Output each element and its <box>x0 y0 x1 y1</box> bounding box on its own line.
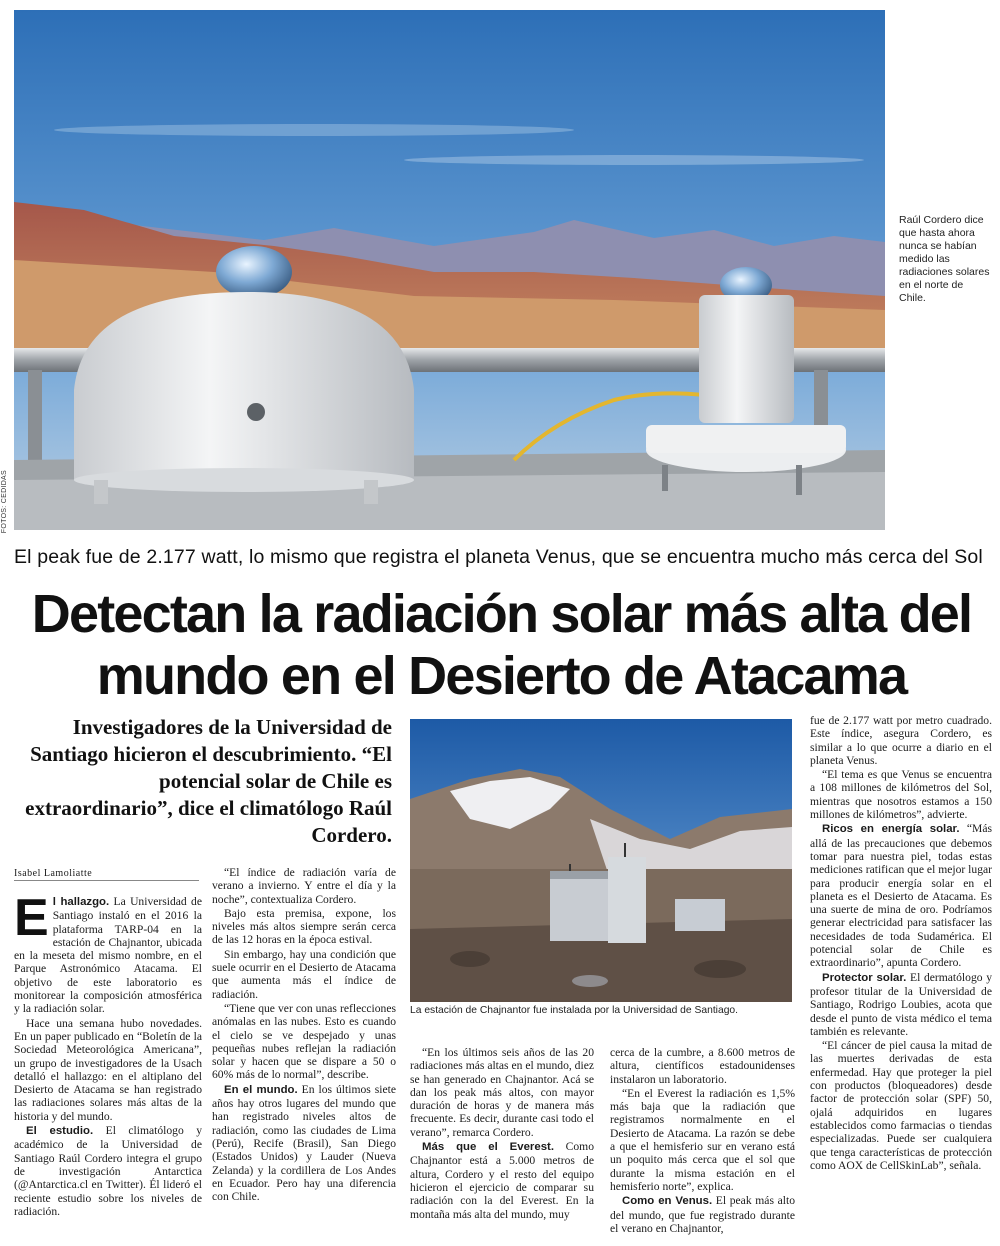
paragraph <box>14 1124 202 1218</box>
lead-deck: Investigadores de la Universidad de Santiago hicieron el descubrimiento. “El potencial solar de Chile es extraordinario”, dice el climatólogo Raúl Cordero. <box>25 715 392 847</box>
section-label: El estudio. <box>26 1125 94 1138</box>
section-label: l hallazgo. <box>52 896 110 908</box>
section-label: Protector solar. <box>822 971 907 984</box>
paragraph-text: Como Chajnantor está a 5.000 metros de altura, Cordero y el resto del equipo hicieron el ejercicio de comparar su radiación con la del Everest. En la montaña más alta del mundo, muy <box>410 1140 594 1221</box>
chajnantor-station-photo <box>410 719 792 1002</box>
paragraph-text: El dermatólogo y profesor titular de la Universidad de Santiago, Rodrigo Loubies, acota que desde el punto de vista médico el tema también es relevante. <box>810 970 992 1038</box>
drop-cap: E <box>14 889 49 947</box>
section-label: Como en Venus. <box>622 1195 713 1208</box>
paragraph: “El cáncer de piel causa la mitad de las muertes derivadas de esta enfermedad. Hay que proteger la piel con productos (bloqueadores) desde factor de protección solar (SPF) 50, ojalá adquiridos en lugares establecidos como farmacias o tiendas especializadas. Puede ser cualquiera que tenga características de protección como AOX de CellSkinLab”, señala. <box>810 1039 992 1172</box>
paragraph: “En el Everest la radiación es 1,5% más baja que la radiación que registramos normalmente en el Desierto de Atacama. La razón se debe a que el hemisferio sur en verano está un poquito más cerca que el sol que durante la misma estación en el hemisferio norte”, explica. <box>610 1086 795 1193</box>
paragraph-text: La Universidad de Santiago instaló en el 2016 la plataforma TARP-04 en la estación de Chajnantor, ubicada en la meseta del mismo nombre, en el Parque Astronómico Atacama. El objetivo de este laboratorio es monitorear la composición atmosférica y la radiación solar. <box>14 895 202 1016</box>
paragraph <box>610 1194 795 1235</box>
paragraph: Sin embargo, hay una condición que suele ocurrir en el Desierto de Atacama que aumenta más el índice de radiación. <box>212 947 396 1001</box>
paragraph: “Tiene que ver con unas reflecciones anómalas en las nubes. Esto es cuando el cielo se ve despejado y unas pequeñas nubes reflejan la radiación solar y hacen que se dispare a 50 o 60% más de lo normal”, describe. <box>212 1001 396 1082</box>
main-photo <box>14 10 885 530</box>
paragraph: cerca de la cumbre, a 8.600 metros de altura, científicos estadounidenses instalaron un laboratorio. <box>610 1046 795 1086</box>
section-label: Ricos en energía solar. <box>822 823 960 836</box>
paragraph <box>810 971 992 1038</box>
byline: Isabel Lamoliatte <box>14 868 199 881</box>
station-photo-caption: La estación de Chajnantor fue instalada por la Universidad de Santiago. <box>410 1005 739 1016</box>
photo-credit: FOTOS: CEDIDAS <box>1 470 8 534</box>
paragraph <box>212 1083 396 1204</box>
paragraph-text: El climatólogo y académico de la Universidad de Santiago Raúl Cordero integra el grupo de investigación Antarctica (@Antarctica.cl en Twitter). Él lideró el reciente estudio sobre los niveles de radiación. <box>14 1124 202 1218</box>
paragraph: Bajo esta premisa, expone, los niveles más altos siempre serán cerca de las 12 horas en la época estival. <box>212 906 396 947</box>
section-label: En el mundo. <box>224 1083 298 1096</box>
paragraph: “El índice de radiación varía de verano a invierno. Y entre el día y la noche”, contextualiza Cordero. <box>212 866 396 906</box>
article-column-3 <box>410 1046 594 1222</box>
article-column-2 <box>212 866 396 1204</box>
kicker-subheadline: El peak fue de 2.177 watt, lo mismo que registra el planeta Venus, que se encuentra mucho más cerca del Sol <box>14 546 983 568</box>
paragraph-text: El peak más alto del mundo, que fue registrado durante el verano en Chajnantor, <box>610 1194 795 1235</box>
solar-sensors-photo <box>14 10 885 530</box>
article-column-5 <box>810 714 992 1173</box>
main-photo-caption: Raúl Cordero dice que hasta ahora nunca se habían medido las radiaciones solares en el norte de Chile. <box>899 214 990 304</box>
paragraph: “El tema es que Venus se encuentra a 108 millones de kilómetros del Sol, mientras que nosotros estamos a 150 millones de kilómetros”, advierte. <box>810 768 992 822</box>
paragraph: Hace una semana hubo novedades. En un paper publicado en “Boletín de la Sociedad Meteorológica Americana”, un grupo de investigadores de la Usach detalló el hallazgo: en el altiplano del Desierto de Atacama se han registrado las radiaciones solares más altas de la historia y del mundo. <box>14 1016 202 1123</box>
paragraph: fue de 2.177 watt por metro cuadrado. Este índice, asegura Cordero, es similar a lo que ocurre a diario en el planeta Venus. <box>810 714 992 767</box>
headline-line-2: mundo en el Desierto de Atacama <box>96 646 907 706</box>
paragraph-text: “Más allá de las precauciones que debemos tomar para nuestra piel, todas estas mediciones ratifican que el mejor lugar para producir energía solar en el planeta es el Desierto de Atacama. Es una suerte de mina de oro. Podríamos generar electricidad para satisfacer las necesidades de toda Sudamérica. El potencial solar de Chile es extraordinario”, apunta Cordero. <box>810 822 992 970</box>
headline <box>14 583 989 707</box>
paragraph <box>810 822 992 969</box>
paragraph <box>410 1140 594 1221</box>
paragraph-text: En los últimos siete años hay otros lugares del mundo que han registrado niveles altos de radiación, como las ciudades de Lima (Perú), Recife (Brasil), San Diego (Estados Unidos) y Lauder (Nueva Zelanda) y la cordillera de Los Andes en Ecuador. Pero hay una diferencia con Chile. <box>212 1082 396 1204</box>
paragraph <box>14 889 202 1016</box>
article-column-1 <box>14 889 202 1219</box>
article-column-4 <box>610 1046 795 1236</box>
paragraph: “En los últimos seis años de las 20 radiaciones más altas en el mundo, diez se han generado en Chajnantor. Acá se dan los peak más altos, con mayor duración de horas y de manera más frecuente. Es decir, durante casi todo el verano”, remarca Cordero. <box>410 1046 594 1139</box>
headline-line-1: Detectan la radiación solar más alta del <box>31 584 972 644</box>
section-label: Más que el Everest. <box>422 1141 554 1154</box>
station-photo <box>410 719 792 1002</box>
